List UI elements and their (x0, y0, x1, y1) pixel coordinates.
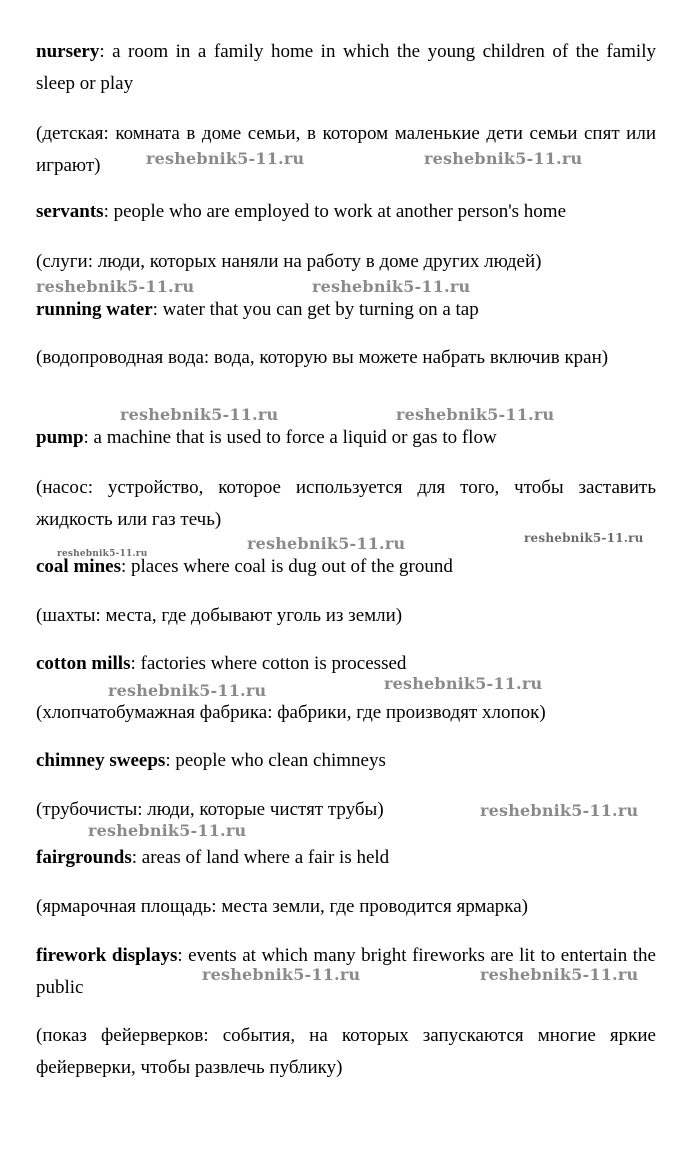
entry-translation-chimney-sweeps: (трубочисты: люди, которые чистят трубы) (36, 799, 384, 820)
entry-translation-running-water: (водопроводная вода: вода, которую вы можете набрать включив кран) (36, 347, 609, 368)
entry-definition-servants (36, 196, 656, 228)
definition-text: : water that you can get by turning on a tap (152, 299, 479, 320)
watermark: reshebnik5-11.ru (120, 405, 279, 424)
watermark: reshebnik5-11.ru (524, 531, 644, 545)
watermark: reshebnik5-11.ru (36, 277, 195, 296)
term-cotton-mills: cotton mills (36, 653, 131, 674)
watermark: reshebnik5-11.ru (480, 965, 639, 984)
entry-definition-chimney-sweeps (36, 745, 656, 777)
watermark: reshebnik5-11.ru (57, 549, 148, 559)
definition-text: : events at which many bright fireworks are lit to entertain the public (36, 945, 656, 998)
entry-definition-pump (36, 422, 656, 454)
definition-text: : areas of land where a fair is held (131, 847, 390, 868)
entry-definition-fairgrounds (36, 842, 656, 874)
definition-text: : people who are employed to work at another person's home (103, 201, 567, 222)
term-fairgrounds: fairgrounds (36, 847, 132, 868)
term-firework-displays: firework displays (36, 945, 178, 966)
term-servants: servants (36, 201, 104, 222)
entry-definition-running-water (36, 294, 656, 326)
watermark: reshebnik5-11.ru (88, 821, 247, 840)
entry-translation-cotton-mills: (хлопчатобумажная фабрика: фабрики, где производят хлопок) (36, 702, 546, 723)
entry-definition-nursery (36, 36, 656, 100)
entry-translation-firework-displays: (показ фейерверков: события, на которых запускаются многие яркие фейерверки, чтобы развлечь публику) (36, 1025, 656, 1078)
term-pump: pump (36, 427, 84, 448)
watermark: reshebnik5-11.ru (247, 534, 406, 553)
entry-translation-pump: (насос: устройство, которое используется для того, чтобы заставить жидкость или газ течь) (36, 477, 656, 530)
term-chimney-sweeps: chimney sweeps (36, 750, 166, 771)
watermark: reshebnik5-11.ru (202, 965, 361, 984)
definition-text: : factories where cotton is processed (130, 653, 407, 674)
watermark: reshebnik5-11.ru (384, 674, 543, 693)
watermark: reshebnik5-11.ru (396, 405, 555, 424)
entry-translation-coal-mines: (шахты: места, где добывают уголь из земли) (36, 605, 403, 626)
entry-translation-fairgrounds: (ярмарочная площадь: места земли, где проводится ярмарка) (36, 896, 528, 917)
term-coal-mines: coal mines (36, 556, 121, 577)
definition-text: : a machine that is used to force a liquid or gas to flow (83, 427, 497, 448)
entry-definition-cotton-mills (36, 648, 656, 680)
entry-translation-nursery: (детская: комната в доме семьи, в котором маленькие дети семьи спят или играют) (36, 123, 656, 176)
watermark: reshebnik5-11.ru (424, 149, 583, 168)
watermark: reshebnik5-11.ru (108, 681, 267, 700)
definition-text: : a room in a family home in which the young children of the family sleep or play (36, 41, 656, 94)
term-running-water: running water (36, 299, 153, 320)
watermark: reshebnik5-11.ru (146, 149, 305, 168)
entry-translation-servants: (слуги: люди, которых наняли на работу в доме других людей) (36, 251, 542, 272)
definition-text: : places where coal is dug out of the ground (120, 556, 453, 577)
definition-text: : people who clean chimneys (165, 750, 386, 771)
watermark: reshebnik5-11.ru (312, 277, 471, 296)
term-nursery: nursery (36, 41, 100, 62)
watermark: reshebnik5-11.ru (480, 801, 639, 820)
